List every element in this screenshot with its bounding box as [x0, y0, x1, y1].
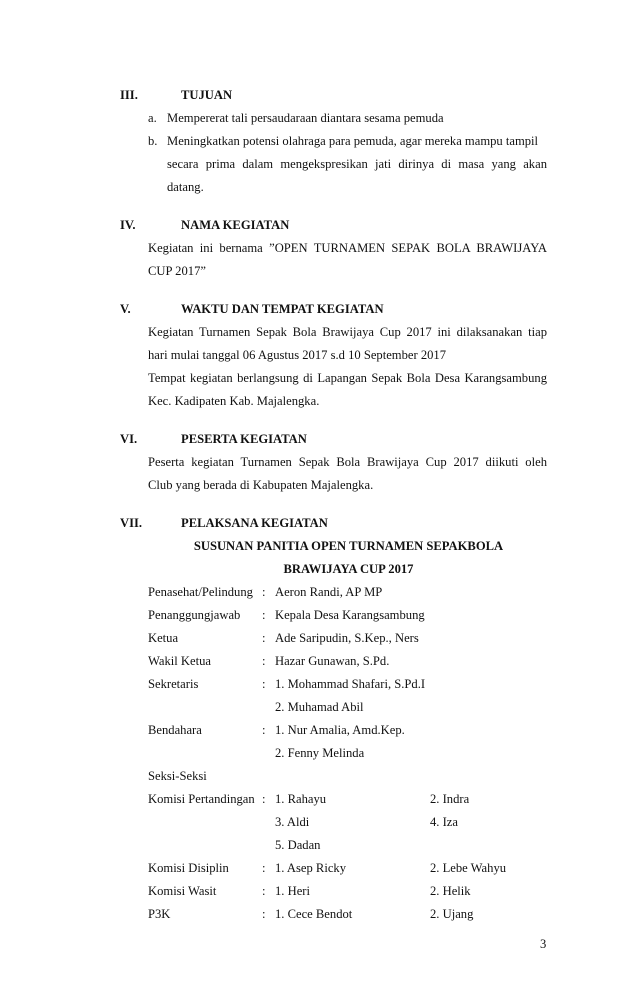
list-marker: a. — [148, 111, 157, 125]
separator-colon: : — [262, 861, 266, 875]
objective-a-text: Mempererat tali persaudaraan diantara sesama pemuda — [167, 111, 444, 125]
role-label: Ketua — [148, 631, 179, 645]
role-value: 1. Nur Amalia, Amd.Kep. — [275, 723, 405, 737]
role-value: 1. Mohammad Shafari, S.Pd.I — [275, 677, 426, 691]
separator-colon: : — [262, 585, 266, 599]
separator-colon: : — [262, 654, 266, 668]
role-label: Sekretaris — [148, 677, 199, 691]
section-3-title: TUJUAN — [181, 88, 233, 102]
section-5-title: WAKTU DAN TEMPAT KEGIATAN — [181, 302, 384, 316]
objective-b-line: secara prima dalam mengekspresikan jati dirinya di masa yang akan — [167, 157, 547, 171]
role-value: 5. Dadan — [275, 838, 321, 852]
page-number: 3 — [540, 937, 547, 951]
role-label: Penasehat/Pelindung — [148, 585, 253, 599]
role-label: Komisi Pertandingan — [148, 792, 255, 806]
participants-line: Club yang berada di Kabupaten Majalengka. — [148, 478, 374, 492]
role-value: 4. Iza — [430, 815, 458, 829]
activity-name-line: CUP 2017” — [148, 264, 206, 278]
section-6-title: PESERTA KEGIATAN — [181, 432, 307, 446]
role-value: 1. Asep Ricky — [275, 861, 347, 875]
participants-line: Peserta kegiatan Turnamen Sepak Bola Brawijaya Cup 2017 diikuti oleh — [148, 455, 547, 469]
role-label: Komisi Disiplin — [148, 861, 229, 875]
role-value: 2. Fenny Melinda — [275, 746, 365, 760]
role-value: 2. Indra — [430, 792, 470, 806]
separator-colon: : — [262, 884, 266, 898]
role-label: Penanggungjawab — [148, 608, 241, 622]
role-value: 2. Ujang — [430, 907, 474, 921]
role-value: Kepala Desa Karangsambung — [275, 608, 425, 622]
role-label: Wakil Ketua — [148, 654, 211, 668]
separator-colon: : — [262, 631, 266, 645]
separator-colon: : — [262, 792, 266, 806]
schedule-line: hari mulai tanggal 06 Agustus 2017 s.d 10 September 2017 — [148, 348, 447, 362]
role-value: 1. Heri — [275, 884, 310, 898]
role-value: 2. Helik — [430, 884, 471, 898]
separator-colon: : — [262, 608, 266, 622]
schedule-line: Kegiatan Turnamen Sepak Bola Brawijaya Cup 2017 ini dilaksanakan tiap — [148, 325, 547, 339]
section-3-number: III. — [120, 88, 138, 102]
section-4-title: NAMA KEGIATAN — [181, 218, 290, 232]
role-value: 2. Muhamad Abil — [275, 700, 364, 714]
objective-b-line: Meningkatkan potensi olahraga para pemuda, agar mereka mampu tampil — [167, 134, 539, 148]
committee-heading-line1: SUSUNAN PANITIA OPEN TURNAMEN SEPAKBOLA — [193, 539, 504, 553]
section-4-number: IV. — [120, 218, 136, 232]
section-6-number: VI. — [120, 432, 138, 446]
separator-colon: : — [262, 907, 266, 921]
role-value: 3. Aldi — [275, 815, 310, 829]
activity-name-line: Kegiatan ini bernama ”OPEN TURNAMEN SEPAK BOLA BRAWIJAYA — [148, 241, 547, 255]
role-value: 1. Cece Bendot — [275, 907, 353, 921]
role-value: Hazar Gunawan, S.Pd. — [275, 654, 390, 668]
role-value: 2. Lebe Wahyu — [430, 861, 507, 875]
committee-heading-line2: BRAWIJAYA CUP 2017 — [283, 562, 414, 576]
role-label: P3K — [148, 907, 171, 921]
role-value: Aeron Randi, AP MP — [275, 585, 383, 599]
objective-b-line: datang. — [167, 180, 204, 194]
section-7-number: VII. — [120, 516, 143, 530]
list-marker: b. — [148, 134, 158, 148]
section-7-title: PELAKSANA KEGIATAN — [181, 516, 328, 530]
role-label: Bendahara — [148, 723, 202, 737]
separator-colon: : — [262, 677, 266, 691]
section-5-number: V. — [120, 302, 131, 316]
sections-label: Seksi-Seksi — [148, 769, 207, 783]
venue-line: Tempat kegiatan berlangsung di Lapangan Sepak Bola Desa Karangsambung — [148, 371, 547, 385]
role-value: Ade Saripudin, S.Kep., Ners — [275, 631, 419, 645]
separator-colon: : — [262, 723, 266, 737]
role-label: Komisi Wasit — [148, 884, 217, 898]
venue-line: Kec. Kadipaten Kab. Majalengka. — [148, 394, 320, 408]
role-value: 1. Rahayu — [275, 792, 327, 806]
